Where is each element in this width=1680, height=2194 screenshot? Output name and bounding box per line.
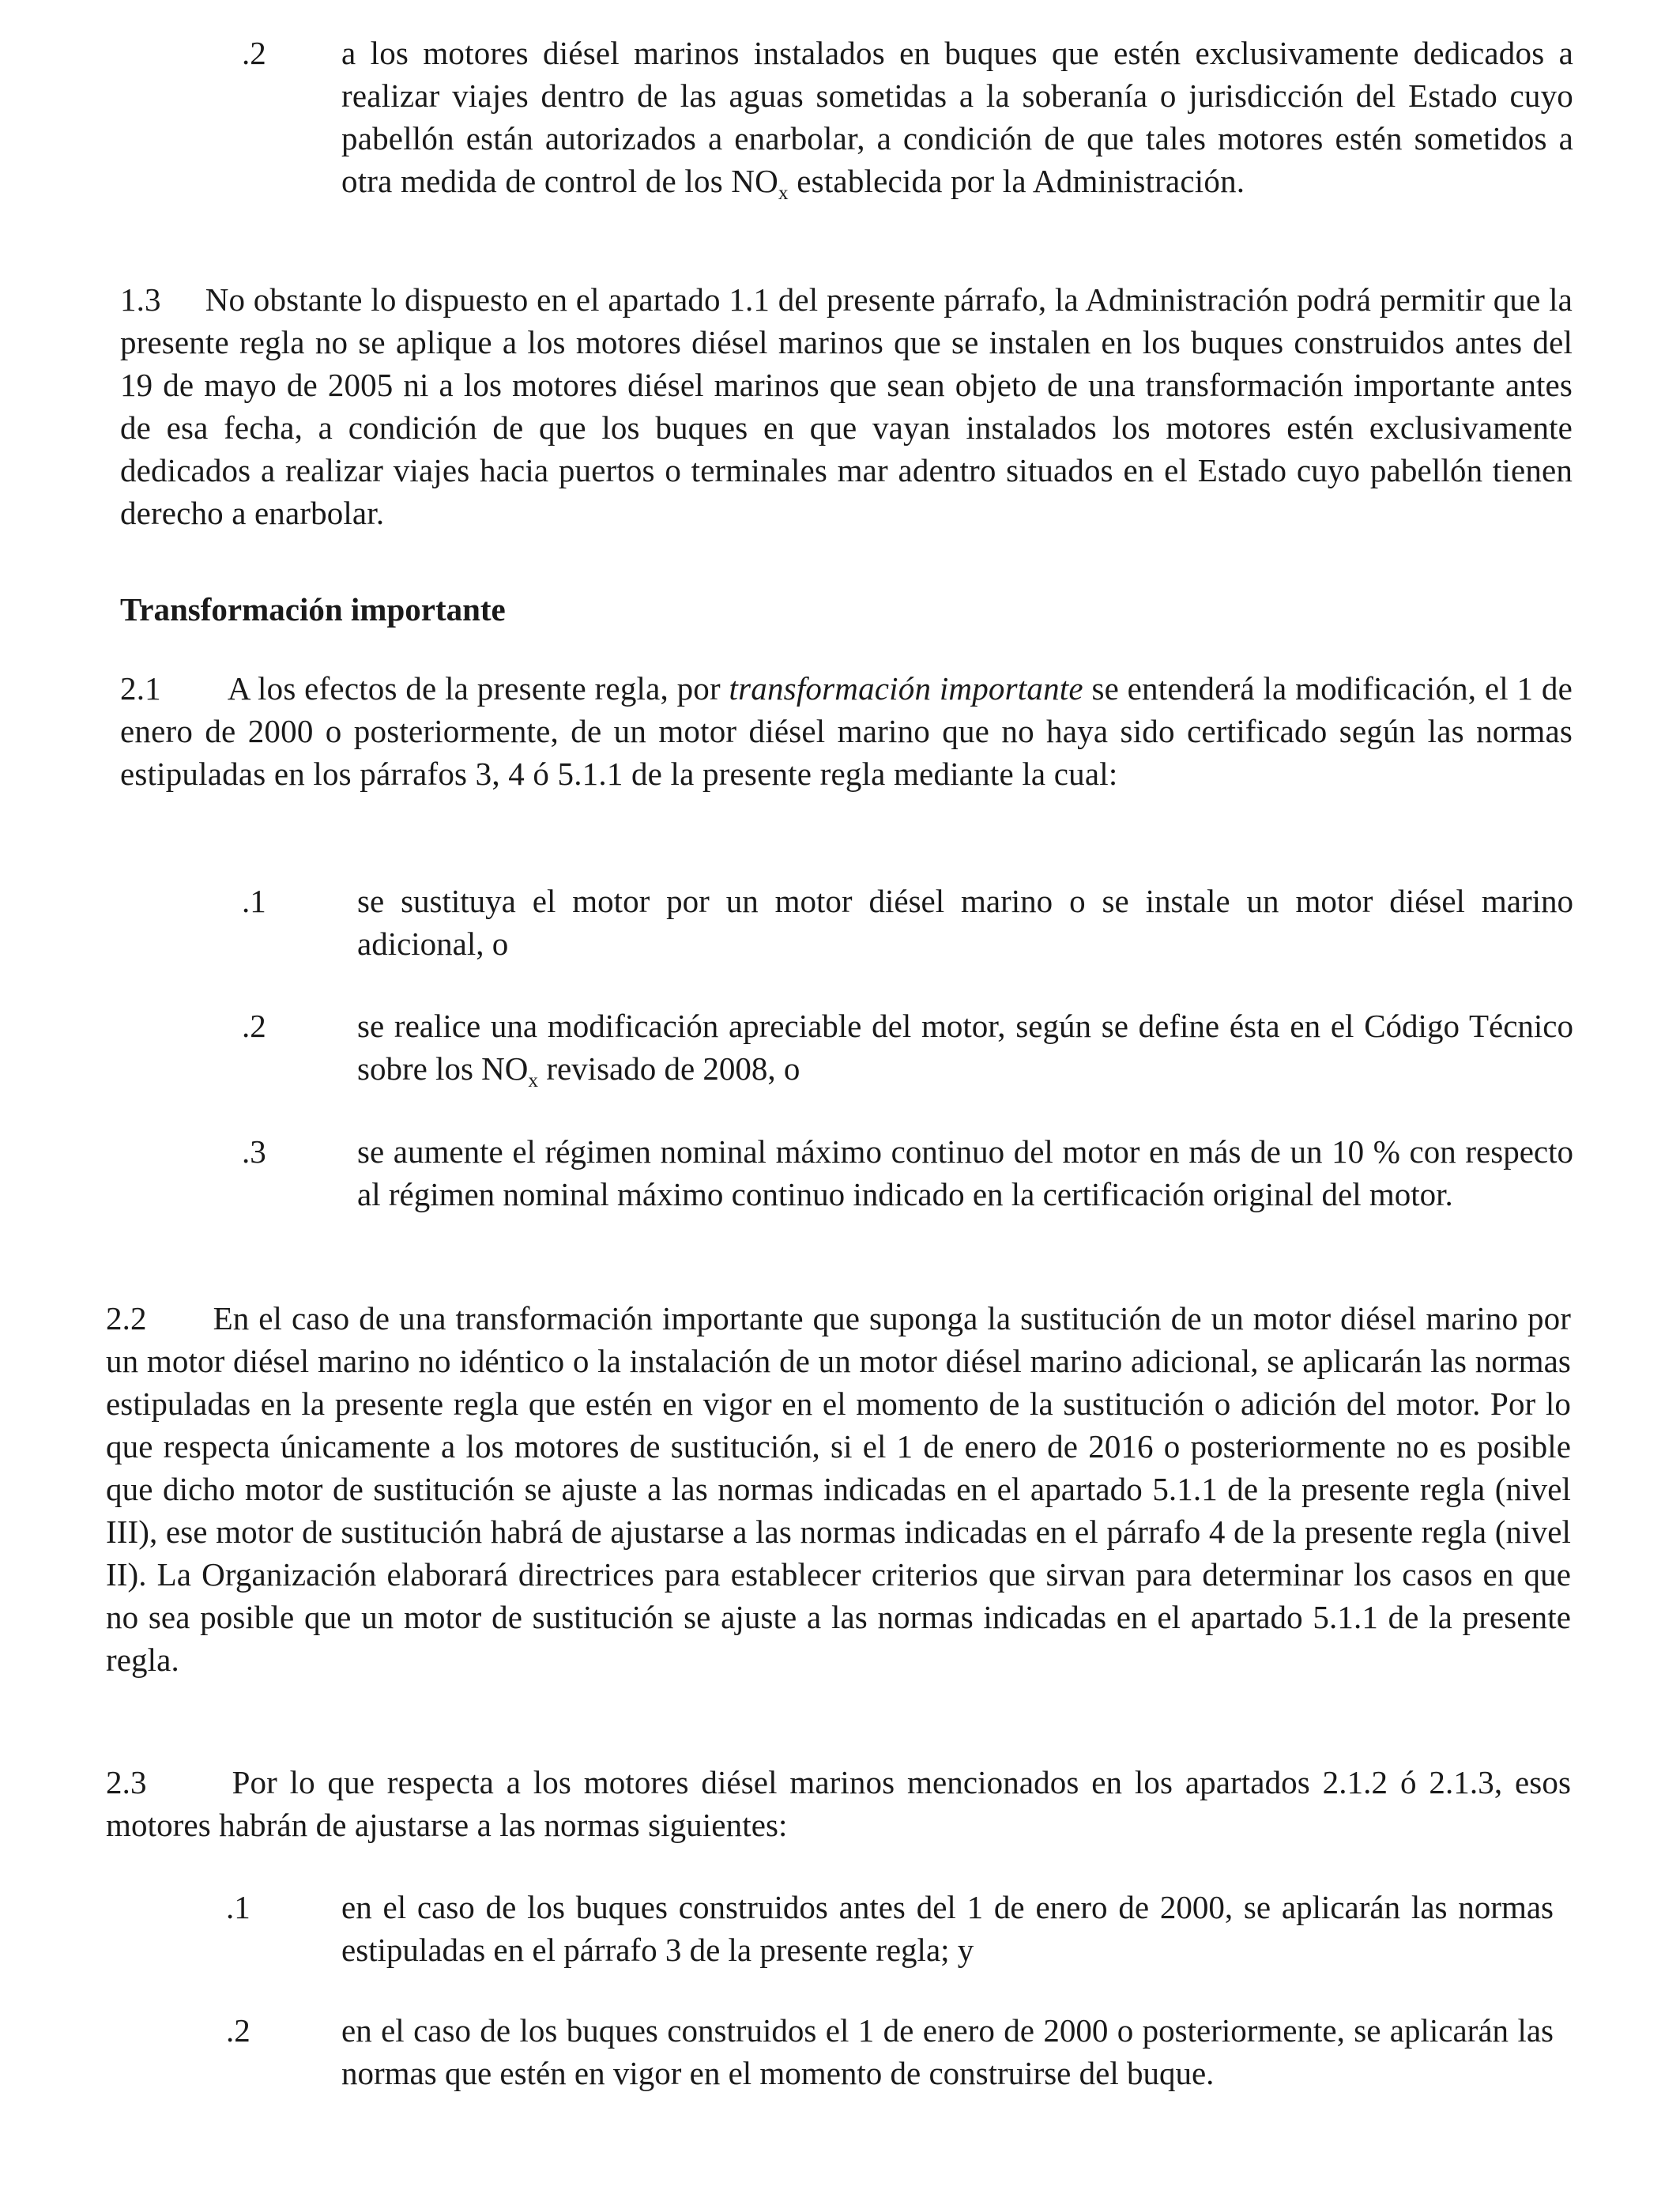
item-number: .3 [242,1133,266,1170]
item-text: a los motores diésel marinos instalados en buques que estén exclusivamente dedicados a realizar viajes dentro de las aguas sometidas a la soberanía o jurisdicción del Estado cuyo pabellón están autorizados a enarbolar, a condición de que tales motores estén sometidos a otra medida de control de los $NO_x$ establecida por la Administración. [341,35,1573,204]
paragraph-text: No obstante lo dispuesto en el apartado 1.1 del presente párrafo, la Administración podrá permitir que la presente regla no se aplique a los motores diésel marinos que se instalen en los buques construidos antes del 19 de mayo de 2005 ni a los motores diésel marinos que sean objeto de una transformación importante antes de esa fecha, a condición de que los buques en que vayan instalados los motores estén exclusivamente dedicados a realizar viajes hacia puertos o terminales mar adentro situados en el Estado cuyo pabellón tienen derecho a enarbolar. [120,281,1573,531]
paragraph-number: 2.3 [106,1764,147,1800]
list-item [226,2009,1554,2096]
paragraph-1-3 [120,278,1573,534]
paragraph-2-3 [106,1761,1571,1846]
item-text: en el caso de los buques construidos el 1 de enero de 2000 o posteriormente, se aplicarán las normas que estén en vigor en el momento de construirse del buque. [341,2012,1554,2091]
paragraph-number: 2.2 [106,1300,147,1336]
item-number: .2 [226,2012,250,2049]
item-text: se aumente el régimen nominal máximo continuo del motor en más de un 10 % con respecto al régimen nominal máximo continuo indicado en la certificación original del motor. [357,1133,1573,1212]
item-text: en el caso de los buques construidos antes del 1 de enero de 2000, se aplicarán las normas estipuladas en el párrafo 3 de la presente regla; y [341,1889,1554,1968]
item-number: .2 [242,1008,266,1044]
list-item [242,1130,1573,1261]
list-item [226,1886,1554,1973]
item-number: .1 [242,883,266,919]
list-item [242,32,1573,245]
item-number: .1 [226,1889,250,1925]
item-text: se sustituya el motor por un motor diésel marino o se instale un motor diésel marino adicional, o [357,883,1573,962]
defined-term: transformación importante [729,670,1083,707]
paragraph-number: 1.3 [120,281,161,318]
section-heading: Transformación importante [120,591,506,628]
paragraph-2-1: 2.1 A los efectos de la presente regla, por transformación importante se entenderá la modificación, el 1 de enero de 2000 o posteriormente, de un motor diésel marino que no haya sido certificado según las normas estipuladas en los párrafos 3, 4 ó 5.1.1 de la presente regla mediante la cual: [120,670,1573,792]
list-item [242,1005,1573,1091]
paragraph-2-2 [106,1297,1571,1681]
item-number: .2 [242,35,266,71]
item-text: se realice una modificación apreciable del motor, según se define ésta en el Código Técnico sobre los $NO_x$ revisado de 2008, o [357,1008,1573,1091]
paragraph-text: Por lo que respecta a los motores diésel marinos mencionados en los apartados 2.1.2 ó 2.1.3, esos motores habrán de ajustarse a las normas siguientes: [106,1764,1571,1843]
list-item [242,880,1573,967]
paragraph-text: En el caso de una transformación importante que suponga la sustitución de un motor diésel marino por un motor diésel marino no idéntico o la instalación de un motor diésel marino adicional, se aplicarán las normas estipuladas en la presente regla que estén en vigor en el momento de la sustitución o adición del motor. Por lo que respecta únicamente a los motores de sustitución, si el 1 de enero de 2016 o posteriormente no es posible que dicho motor de sustitución se ajuste a las normas indicadas en el apartado 5.1.1 de la presente regla (nivel III), ese motor de sustitución habrá de ajustarse a las normas indicadas en el párrafo 4 de la presente regla (nivel II). La Organización elaborará directrices para establecer criterios que sirvan para determinar los casos en que no sea posible que un motor de sustitución se ajuste a las normas indicadas en el apartado 5.1.1 de la presente regla. [106,1300,1571,1678]
paragraph-number: 2.1 [120,670,161,707]
